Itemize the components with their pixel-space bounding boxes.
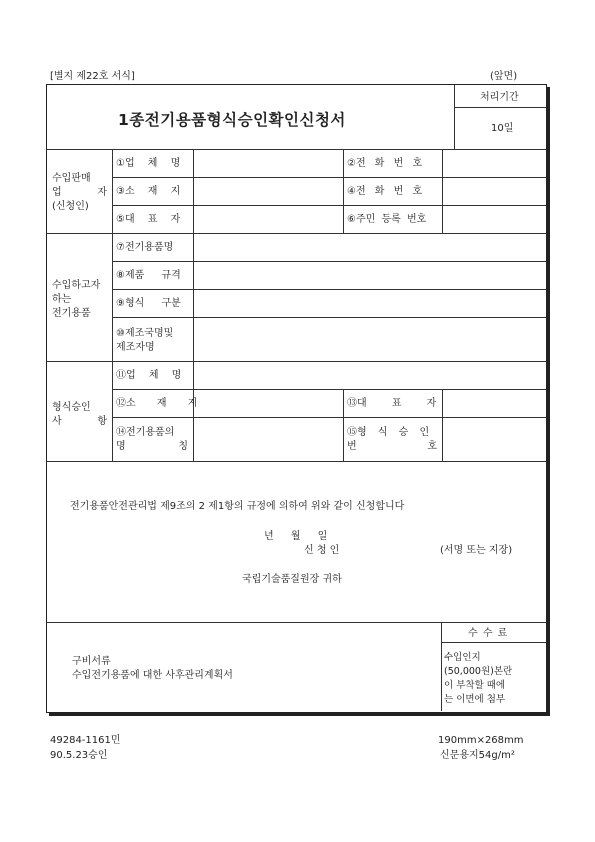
fee-column-line	[441, 622, 442, 711]
approval-representative-field[interactable]	[443, 390, 545, 416]
manufacturer-field[interactable]	[194, 318, 545, 360]
field-label-approval-representative: ⑬대 표 자	[347, 398, 437, 409]
section-product-line3: 전기용품	[52, 308, 91, 319]
signature-note: (서명 또는 지장)	[440, 545, 513, 556]
processing-divider	[454, 107, 546, 108]
fee-divider	[441, 642, 546, 643]
footer-approved: 90.5.23승인	[50, 750, 108, 761]
required-documents-item: 수입전기용품에 대한 사후관리계획서	[72, 670, 233, 681]
section-column-line	[112, 149, 113, 461]
field-label-approved-product: ⑭전기용품의	[116, 427, 175, 438]
recipient: 국립기술품질원장 귀하	[242, 574, 342, 585]
representative-field[interactable]	[194, 206, 342, 232]
applicant-name-field[interactable]	[355, 541, 437, 559]
field-label-company: ①업 체 명	[116, 158, 181, 169]
field-label-approved-product-2: 명 칭	[116, 441, 188, 452]
page-side-label: (앞면)	[490, 71, 518, 82]
field-label-address: ③소 재 지	[116, 186, 181, 197]
declaration-text: 전기용품안전관리법 제9조의 2 제1항의 규정에 의하여 위와 같이 신청합니다	[70, 501, 405, 512]
field-label-approval-address: ⑫소 재 지	[116, 398, 198, 409]
section-applicant-line3: (신청인)	[52, 201, 89, 212]
field-label-phone-2: ④전 화 번 호	[347, 186, 423, 197]
title-divider	[454, 85, 455, 149]
fee-line-1: 수입인지	[444, 652, 481, 663]
field-label-phone: ②전 화 번 호	[347, 158, 423, 169]
required-documents-title: 구비서류	[72, 656, 111, 667]
field-label-resident-number: ⑥주민 등록 번호	[347, 214, 427, 225]
section-approval-line1: 형식승인	[52, 402, 91, 413]
fee-line-4: 는 이면에 첨부	[444, 694, 506, 705]
field-label-product-type: ⑨형식 구분	[116, 298, 181, 309]
product-type-field[interactable]	[194, 290, 545, 316]
fee-label: 수 수 료	[468, 628, 508, 639]
row-line	[47, 622, 546, 623]
approval-number-field[interactable]	[443, 418, 545, 460]
form-number: [별지 제22호 서식]	[50, 71, 135, 82]
mid-column-line	[343, 149, 344, 233]
phone-field[interactable]	[443, 150, 545, 176]
section-applicant-line2: 업 자	[52, 187, 107, 198]
resident-number-field[interactable]	[443, 206, 545, 232]
section-product-line1: 수입하고자	[52, 280, 101, 291]
fee-line-2: (50,000원)본란	[444, 666, 513, 677]
footer-size: 190mm×268mm	[438, 735, 524, 746]
phone-2-field[interactable]	[443, 178, 545, 204]
product-spec-field[interactable]	[194, 262, 545, 288]
field-label-approval-number: ⑮형 식 승 인	[347, 427, 430, 438]
fee-line-3: 이 부착할 때에	[444, 680, 506, 691]
field-label-manufacturer-2: 제조자명	[116, 342, 155, 353]
mid-column-line	[343, 389, 344, 461]
product-name-field[interactable]	[194, 234, 545, 260]
field-label-product-spec: ⑧제품 규격	[116, 270, 181, 281]
section-applicant-line1: 수입판매	[52, 173, 91, 184]
section-product-line2: 하는	[52, 294, 72, 305]
field-label-product-name: ⑦전기용품명	[116, 242, 174, 253]
field-label-approval-company: ⑪업 체 명	[116, 370, 182, 381]
address-field[interactable]	[194, 178, 342, 204]
processing-period-value: 10일	[491, 123, 514, 134]
approved-product-field[interactable]	[194, 418, 342, 460]
row-line	[47, 461, 546, 462]
section-approval-line2: 사 항	[52, 416, 107, 427]
declaration-applicant: 신 청 인	[304, 545, 340, 556]
field-label-approval-number-2: 번 호	[347, 441, 437, 452]
processing-period-label: 처리기간	[480, 92, 519, 103]
footer-code: 49284-1161민	[50, 735, 121, 746]
declaration-date: 년 월 일	[264, 531, 328, 542]
footer-paper: 신문용지54g/m²	[440, 750, 515, 761]
company-name-field[interactable]	[194, 150, 342, 176]
approval-address-field[interactable]	[194, 390, 342, 416]
field-label-representative: ⑤대 표 자	[116, 214, 181, 225]
field-label-manufacturer: ⑩제조국명및	[116, 328, 174, 339]
form-title: 1종전기용품형식승인확인신청서	[118, 111, 346, 129]
approval-company-field[interactable]	[194, 362, 545, 388]
